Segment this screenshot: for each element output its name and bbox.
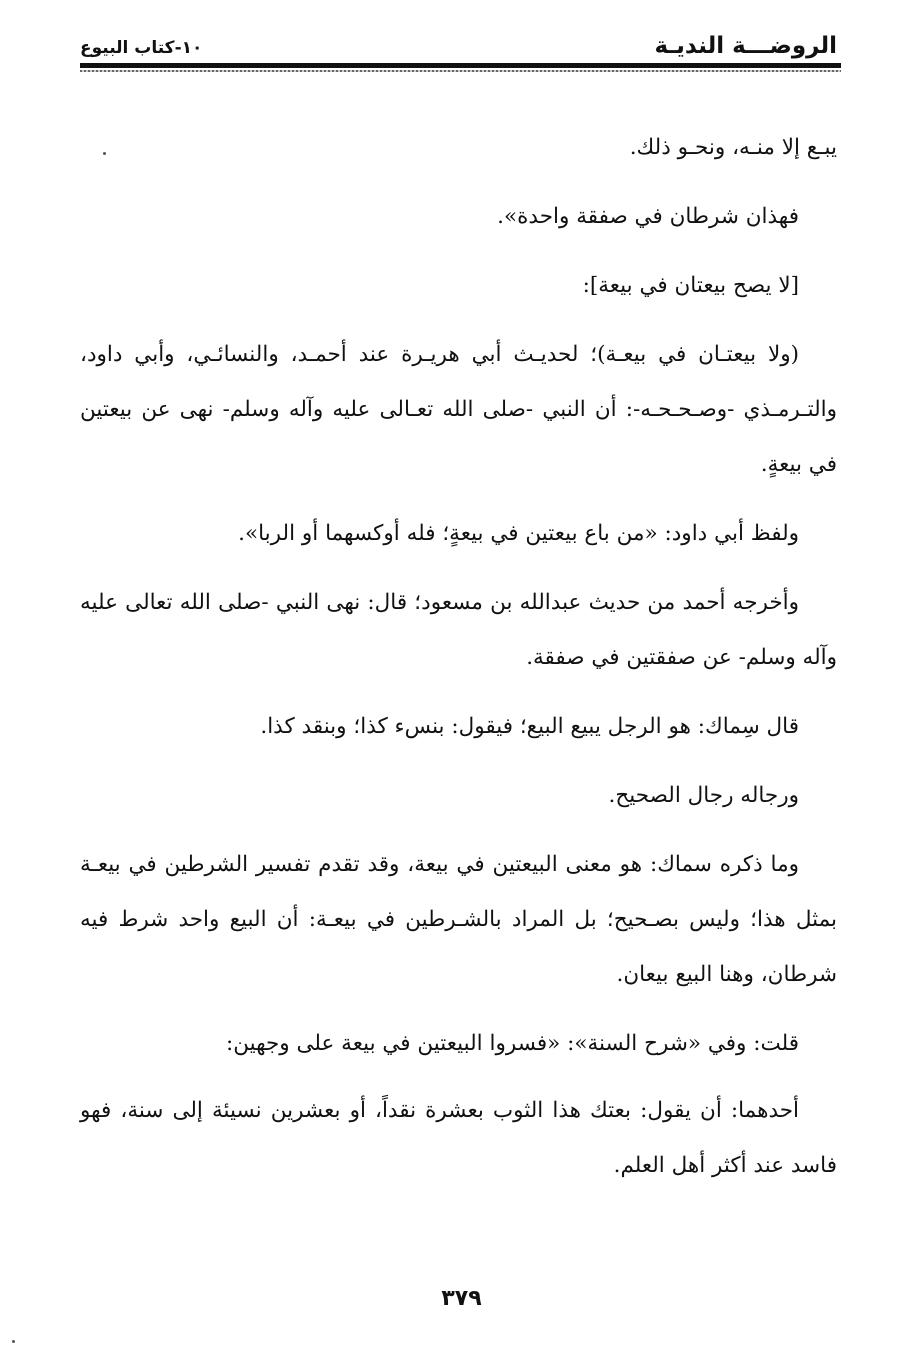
section-heading: [لا يصح بيعتان في بيعة]: xyxy=(582,273,799,298)
paragraph-narrators: ورجاله رجال الصحيح. xyxy=(608,783,799,808)
paragraph-hadith: (ولا بيعتـان في بيعـة)؛ لحديـث أبي هريـرة عند أحمـد، والنسائـي، وأبي داود، والتـرمـذي -وصـحـحـه-: أن النبي -صلى الله تعـالى عليه وآله وسلم- نهى عن بيعتين في بيعةٍ. xyxy=(80,342,837,477)
paragraph-sharh-sunnah: قلت: وفي «شرح السنة»: «فسروا البيعتين في بيعة على وجهين: xyxy=(225,1031,799,1056)
paragraph-ahmad: وأخرجه أحمد من حديث عبدالله بن مسعود؛ قال: نهى النبي -صلى الله تعالى عليه وآله وسلم- عن صفقتين في صفقة. xyxy=(80,590,837,670)
paragraph-quote-end: فهذان شرطان في صفقة واحدة». xyxy=(497,204,799,229)
scan-speck xyxy=(103,152,106,155)
chapter-title: ١٠-كتاب البيوع xyxy=(80,38,203,58)
header-rule-thin xyxy=(80,70,841,72)
paragraph-first-view: أحدهما: أن يقول: بعتك هذا الثوب بعشرة نقداً، أو بعشرين نسيئة إلى سنة، فهو فاسد عند أكثر أهل العلم. xyxy=(80,1098,837,1178)
paragraph-explanation: وما ذكره سماك: هو معنى البيعتين في بيعة، وقد تقدم تفسير الشرطين في بيعـة بمثل هذا؛ وليس بصـحيح؛ بل المراد بالشـرطين في بيعـة: أن البيع واحد شرط فيه شرطان، وهنا البيع بيعان. xyxy=(80,852,837,987)
page-number: ٣٧٩ xyxy=(441,1286,482,1311)
header-rule xyxy=(80,63,841,68)
page-body xyxy=(80,120,837,1207)
scan-speck xyxy=(12,1340,15,1343)
paragraph-continuation: يبـع إلا منـه، ونحـو ذلك. xyxy=(629,135,837,160)
paragraph-simak: قال سِماك: هو الرجل يبيع البيع؛ فيقول: بنسء كذا؛ وبنقد كذا. xyxy=(260,714,799,739)
paragraph-abu-dawud: ولفظ أبي داود: «من باع بيعتين في بيعةٍ؛ فله أوكسهما أو الربا». xyxy=(238,521,799,546)
running-header xyxy=(80,30,837,64)
book-title: الروضـــة النديـة xyxy=(654,33,837,59)
